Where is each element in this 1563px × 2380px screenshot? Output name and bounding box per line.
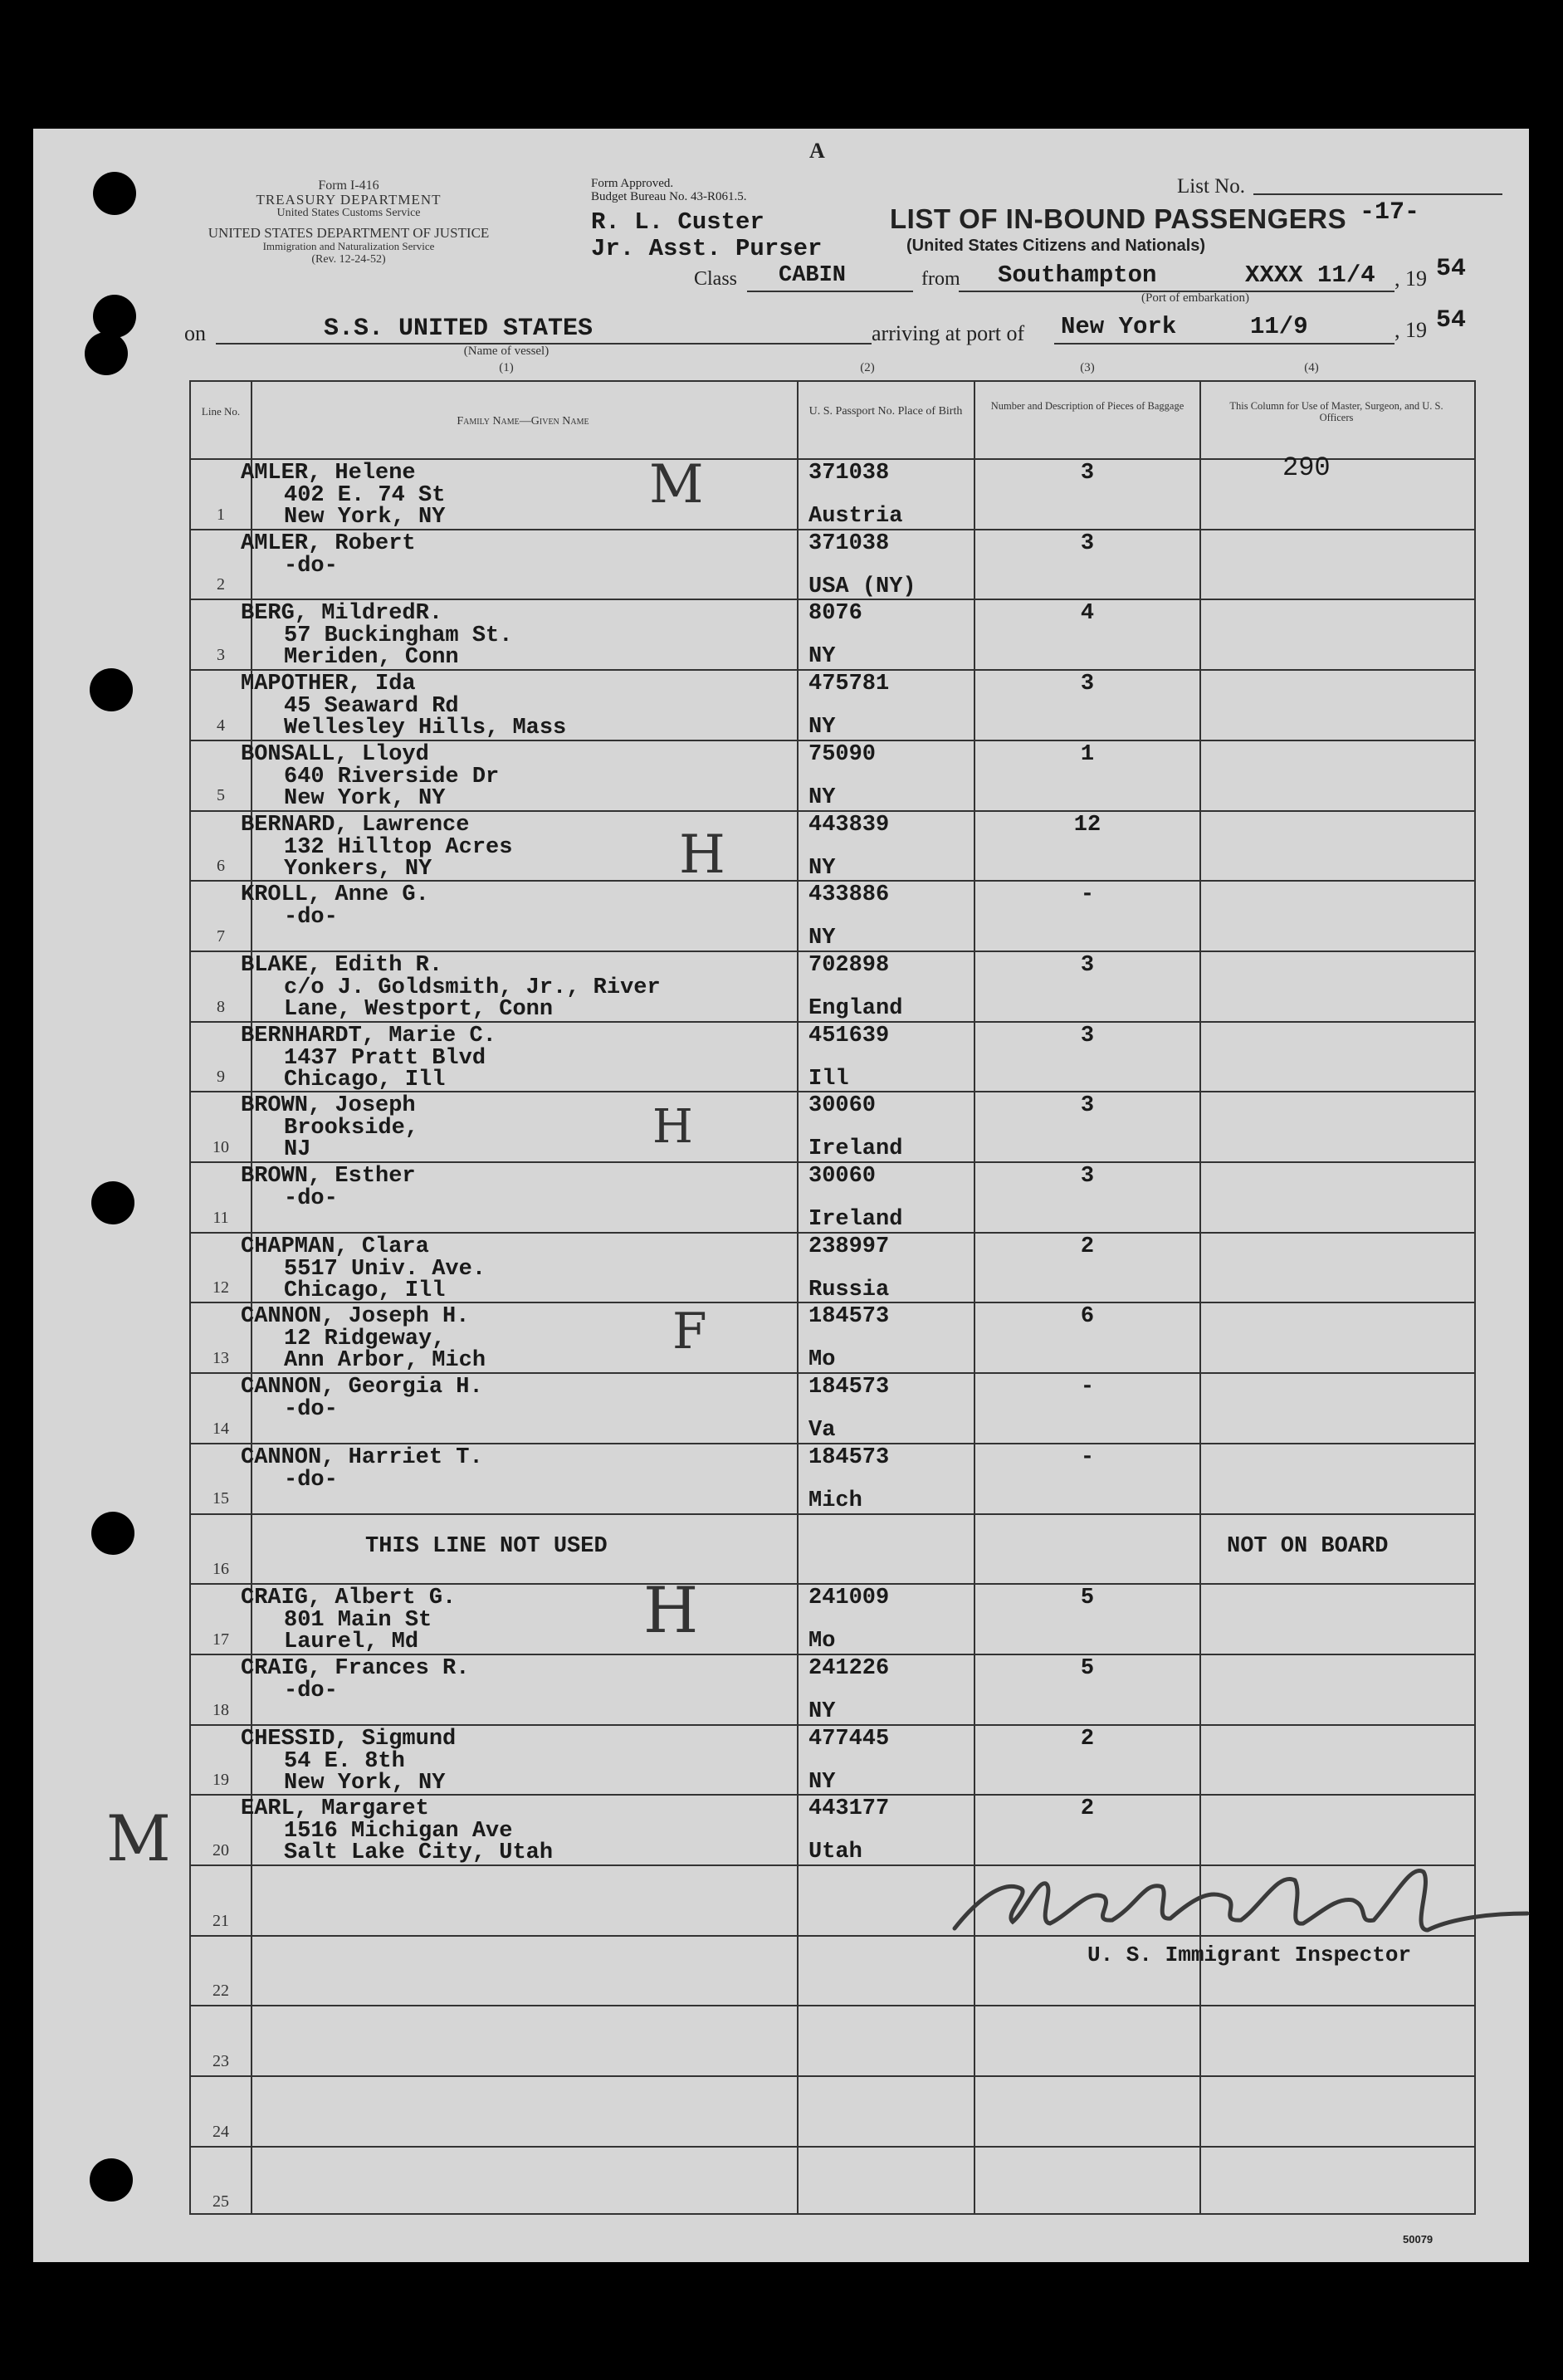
line-number: 12 xyxy=(212,1278,229,1298)
table-row xyxy=(191,1583,1474,1654)
baggage-count: 1 xyxy=(1080,741,1095,767)
from-label: from xyxy=(921,268,960,290)
line-number: 5 xyxy=(217,786,225,805)
passenger-address-2: Laurel, Md xyxy=(284,1630,419,1655)
table-row xyxy=(191,1302,1474,1372)
arrival-underline xyxy=(1054,343,1394,345)
passenger-address-2: Ann Arbor, Mich xyxy=(284,1348,486,1374)
line-number: 15 xyxy=(212,1489,229,1508)
passport-number: 475781 xyxy=(808,672,890,697)
passport-number: 241009 xyxy=(808,1586,890,1611)
passenger-address-1: -do- xyxy=(284,553,338,579)
passenger-name: BLAKE, Edith R. xyxy=(241,952,443,978)
col-num-4: (4) xyxy=(1304,361,1319,374)
footer-code: 50079 xyxy=(1403,2233,1434,2246)
passenger-address-1: 12 Ridgeway, xyxy=(284,1327,446,1352)
passport-number: 184573 xyxy=(808,1444,890,1470)
passenger-address-2: New York, NY xyxy=(284,505,446,530)
passenger-name: CHAPMAN, Clara xyxy=(241,1234,429,1259)
place-of-birth: NY xyxy=(808,715,836,740)
port-embark-caption: (Port of embarkation) xyxy=(1141,291,1249,305)
line-number: 14 xyxy=(212,1419,229,1438)
ins-service: Immigration and Naturalization Service xyxy=(262,240,435,252)
table-row xyxy=(191,1724,1474,1795)
punch-hole xyxy=(91,1181,134,1224)
baggage-count: - xyxy=(1080,882,1095,908)
form-number: Form I-416 xyxy=(318,178,379,193)
revision: (Rev. 12-24-52) xyxy=(311,253,386,266)
col-header-baggage: Number and Description of Pieces of Baggage xyxy=(990,400,1184,412)
place-of-birth: Va xyxy=(808,1418,836,1444)
baggage-count: 4 xyxy=(1080,601,1095,627)
passport-number: 371038 xyxy=(808,530,890,556)
passport-number: 477445 xyxy=(808,1726,890,1752)
passenger-name: BERG, MildredR. xyxy=(241,601,443,627)
baggage-count: 3 xyxy=(1080,1093,1095,1119)
place-of-birth: Ill xyxy=(808,1066,849,1092)
baggage-count: 5 xyxy=(1080,1586,1095,1611)
baggage-count: 6 xyxy=(1080,1304,1095,1330)
line-number: 3 xyxy=(217,646,225,665)
table-row xyxy=(191,1091,1474,1161)
line-number: 11 xyxy=(212,1208,229,1227)
margin-mark-h6: H xyxy=(679,824,725,886)
col-num-3: (3) xyxy=(1080,361,1095,374)
table-row xyxy=(191,810,1474,881)
passenger-address-2: Meriden, Conn xyxy=(284,645,459,671)
place-of-birth: NY xyxy=(808,926,836,951)
passenger-address-1: 132 Hilltop Acres xyxy=(284,834,513,860)
passenger-name: BERNARD, Lawrence xyxy=(241,812,470,838)
passport-number: 238997 xyxy=(808,1234,890,1259)
line-number: 1 xyxy=(217,505,225,524)
col-header-officers: This Column for Use of Master, Surgeon, and U. S. Officers xyxy=(1229,400,1443,423)
table-row xyxy=(191,1654,1474,1724)
table-row xyxy=(191,740,1474,810)
year-value-1: 54 xyxy=(1436,255,1467,283)
table-row xyxy=(191,529,1474,599)
table-row xyxy=(191,1372,1474,1443)
list-no-underline xyxy=(1253,193,1502,195)
punch-hole xyxy=(93,172,136,215)
passenger-address-2: Chicago, Ill xyxy=(284,1067,446,1092)
year-value-2: 54 xyxy=(1436,306,1467,335)
punch-hole xyxy=(91,1512,134,1555)
list-subtitle: (United States Citizens and Nationals) xyxy=(906,237,1206,255)
passenger-address-1: -do- xyxy=(284,1678,338,1703)
table-row xyxy=(191,951,1474,1021)
place-of-birth: Ireland xyxy=(808,1136,903,1162)
passenger-name: BERNHARDT, Marie C. xyxy=(241,1023,496,1048)
class-value: CABIN xyxy=(779,263,847,288)
table-row xyxy=(191,599,1474,669)
arrival-port: New York xyxy=(1061,313,1177,340)
line-number: 19 xyxy=(212,1771,229,1790)
year-prefix: , 19 xyxy=(1394,266,1427,291)
baggage-count: 3 xyxy=(1080,952,1095,978)
top-letter: A xyxy=(809,139,825,163)
table-row xyxy=(191,2075,1474,2146)
not-on-board-note: NOT ON BOARD xyxy=(1227,1533,1389,1559)
line-number: 4 xyxy=(217,716,225,735)
passenger-address-1: 1437 Pratt Blvd xyxy=(284,1045,486,1071)
margin-mark-f13: F xyxy=(672,1302,707,1361)
passport-number: 702898 xyxy=(808,952,890,978)
line-number: 21 xyxy=(212,1911,229,1930)
passenger-address-1: 640 Riverside Dr xyxy=(284,764,500,789)
baggage-count: - xyxy=(1080,1444,1095,1470)
baggage-count: 3 xyxy=(1080,530,1095,556)
line-number: 22 xyxy=(212,1982,229,2001)
baggage-count: 2 xyxy=(1080,1796,1095,1822)
passenger-address-2: New York, NY xyxy=(284,1770,446,1796)
place-of-birth: Mo xyxy=(808,1347,836,1373)
line-number: 17 xyxy=(212,1630,229,1649)
passport-number: 184573 xyxy=(808,1304,890,1330)
passenger-address-2: Salt Lake City, Utah xyxy=(284,1840,554,1866)
year-prefix-2: , 19 xyxy=(1394,318,1427,342)
passenger-name: BONSALL, Lloyd xyxy=(241,741,429,767)
table-row xyxy=(191,1443,1474,1513)
passport-number: 30060 xyxy=(808,1164,877,1189)
place-of-birth: NY xyxy=(808,784,836,810)
place-of-birth: Russia xyxy=(808,1277,890,1302)
passenger-name: BROWN, Joseph xyxy=(241,1093,416,1119)
passenger-name: AMLER, Helene xyxy=(241,461,416,486)
form-approved: Form Approved. xyxy=(591,177,674,190)
passenger-address-1: 1516 Michigan Ave xyxy=(284,1819,513,1845)
place-of-birth: Mich xyxy=(808,1488,862,1513)
passport-number: 371038 xyxy=(808,461,890,486)
passenger-address-2: New York, NY xyxy=(284,785,446,811)
passenger-address-1: Brookside, xyxy=(284,1116,419,1141)
place-of-birth: England xyxy=(808,995,903,1021)
line-number: 18 xyxy=(212,1700,229,1719)
passenger-address-1: -do- xyxy=(284,905,338,931)
treasury-dept: TREASURY DEPARTMENT xyxy=(256,192,442,208)
place-of-birth: NY xyxy=(808,1769,836,1795)
line-number: 6 xyxy=(217,857,225,876)
line-number: 20 xyxy=(212,1840,229,1860)
col-header-name: Family Name—Given Name xyxy=(457,415,589,428)
passport-number: 443839 xyxy=(808,812,890,838)
punch-hole xyxy=(85,332,128,375)
line-number: 7 xyxy=(217,926,225,946)
place-of-birth: NY xyxy=(808,855,836,881)
table-row xyxy=(191,2146,1474,2216)
passport-number: 8076 xyxy=(808,601,862,627)
officer-note: 290 xyxy=(1282,452,1331,483)
col-header-line-no: Line No. xyxy=(201,405,241,418)
passenger-name: CRAIG, Frances R. xyxy=(241,1655,470,1681)
purser-title: Jr. Asst. Purser xyxy=(591,235,823,262)
table-row xyxy=(191,1232,1474,1302)
passenger-name: EARL, Margaret xyxy=(241,1796,429,1822)
baggage-count: 3 xyxy=(1080,1164,1095,1189)
passenger-address-1: -do- xyxy=(284,1467,338,1493)
place-of-birth: Austria xyxy=(808,504,903,529)
inspector-title: U. S. Immigrant Inspector xyxy=(1087,1943,1412,1967)
passport-number: 75090 xyxy=(808,741,877,767)
passport-number: 241226 xyxy=(808,1655,890,1681)
passenger-name: MAPOTHER, Ida xyxy=(241,672,416,697)
list-title: LIST OF IN-BOUND PASSENGERS xyxy=(890,203,1347,234)
line-number: 13 xyxy=(212,1349,229,1368)
passenger-name: CANNON, Joseph H. xyxy=(241,1304,470,1330)
passenger-address-1: 801 Main St xyxy=(284,1608,432,1634)
passenger-address-1: 54 E. 8th xyxy=(284,1748,405,1774)
baggage-count: 3 xyxy=(1080,1023,1095,1048)
passenger-address-1: c/o J. Goldsmith, Jr., River xyxy=(284,975,661,1000)
passport-number: 443177 xyxy=(808,1796,890,1822)
place-of-birth: USA (NY) xyxy=(808,574,916,599)
on-label: on xyxy=(184,321,206,345)
list-no-value: -17- xyxy=(1360,198,1420,227)
place-of-birth: NY xyxy=(808,644,836,670)
class-underline xyxy=(747,291,913,292)
punch-hole xyxy=(90,668,133,711)
from-port: Southampton xyxy=(998,261,1157,289)
line-number: 8 xyxy=(217,997,225,1016)
line-number: 23 xyxy=(212,2052,229,2071)
passenger-address-2: Chicago, Ill xyxy=(284,1278,446,1303)
passenger-address-1: -do- xyxy=(284,1397,338,1423)
table-row xyxy=(191,880,1474,951)
manifest-page xyxy=(33,129,1529,2262)
line-number: 25 xyxy=(212,2192,229,2211)
passenger-name: BROWN, Esther xyxy=(241,1164,416,1189)
list-no-label: List No. xyxy=(1177,175,1245,198)
passport-number: 433886 xyxy=(808,882,890,908)
vessel-name: S.S. UNITED STATES xyxy=(324,315,593,343)
passenger-name: CANNON, Harriet T. xyxy=(241,1444,483,1470)
passport-number: 451639 xyxy=(808,1023,890,1048)
class-label: Class xyxy=(694,268,738,290)
from-date: XXXX 11/4 xyxy=(1245,261,1375,289)
justice-dept: UNITED STATES DEPARTMENT OF JUSTICE xyxy=(208,225,490,241)
left-margin-mark: M xyxy=(106,1801,171,1875)
punch-hole xyxy=(93,295,136,338)
passenger-address-1: 5517 Univ. Ave. xyxy=(284,1256,486,1282)
place-of-birth: Mo xyxy=(808,1629,836,1654)
passenger-address-2: Wellesley Hills, Mass xyxy=(284,716,567,741)
place-of-birth: NY xyxy=(808,1698,836,1724)
passenger-name: KROLL, Anne G. xyxy=(241,882,429,908)
place-of-birth: Ireland xyxy=(808,1207,903,1232)
arrival-date: 11/9 xyxy=(1250,313,1308,340)
vessel-caption: (Name of vessel) xyxy=(463,345,549,358)
margin-mark-h17: H xyxy=(643,1573,699,1647)
baggage-count: - xyxy=(1080,1375,1095,1400)
budget-bureau: Budget Bureau No. 43-R061.5. xyxy=(591,190,747,203)
col-num-1: (1) xyxy=(499,361,514,374)
line-number: 2 xyxy=(217,575,225,594)
baggage-count: 2 xyxy=(1080,1726,1095,1752)
table-row xyxy=(191,1513,1474,1584)
unused-line-note: THIS LINE NOT USED xyxy=(365,1533,608,1559)
passport-number: 184573 xyxy=(808,1375,890,1400)
baggage-count: 3 xyxy=(1080,461,1095,486)
line-number: 9 xyxy=(217,1068,225,1087)
margin-mark-h10: H xyxy=(652,1100,693,1154)
line-number: 24 xyxy=(212,2122,229,2141)
table-row xyxy=(191,669,1474,740)
arriving-label: arriving at port of xyxy=(872,321,1025,345)
inspector-signature xyxy=(946,1847,1544,1955)
purser-name: R. L. Custer xyxy=(591,208,764,236)
baggage-count: 12 xyxy=(1073,812,1101,838)
line-number: 16 xyxy=(212,1560,229,1579)
col-header-passport: U. S. Passport No. Place of Birth xyxy=(808,405,963,418)
passenger-address-1: 57 Buckingham St. xyxy=(284,623,513,649)
place-of-birth: Utah xyxy=(808,1840,862,1865)
col-num-2: (2) xyxy=(860,361,875,374)
passenger-name: CHESSID, Sigmund xyxy=(241,1726,457,1752)
margin-mark-m1: M xyxy=(649,454,704,516)
table-row xyxy=(191,2005,1474,2075)
passport-number: 30060 xyxy=(808,1093,877,1119)
customs-service: United States Customs Service xyxy=(276,207,421,219)
line-number: 10 xyxy=(212,1137,229,1156)
passenger-address-1: 45 Seaward Rd xyxy=(284,694,459,720)
baggage-count: 2 xyxy=(1080,1234,1095,1259)
passenger-address-1: 402 E. 74 St xyxy=(284,483,446,508)
passenger-name: CANNON, Georgia H. xyxy=(241,1375,483,1400)
passenger-address-1: -do- xyxy=(284,1186,338,1211)
baggage-count: 3 xyxy=(1080,672,1095,697)
passenger-address-2: NJ xyxy=(284,1137,311,1163)
table-row xyxy=(191,1021,1474,1092)
table-row xyxy=(191,1161,1474,1232)
passenger-name: CRAIG, Albert G. xyxy=(241,1586,457,1611)
passenger-address-2: Lane, Westport, Conn xyxy=(284,996,554,1022)
baggage-count: 5 xyxy=(1080,1655,1095,1681)
passenger-name: AMLER, Robert xyxy=(241,530,416,556)
passenger-address-2: Yonkers, NY xyxy=(284,856,432,882)
